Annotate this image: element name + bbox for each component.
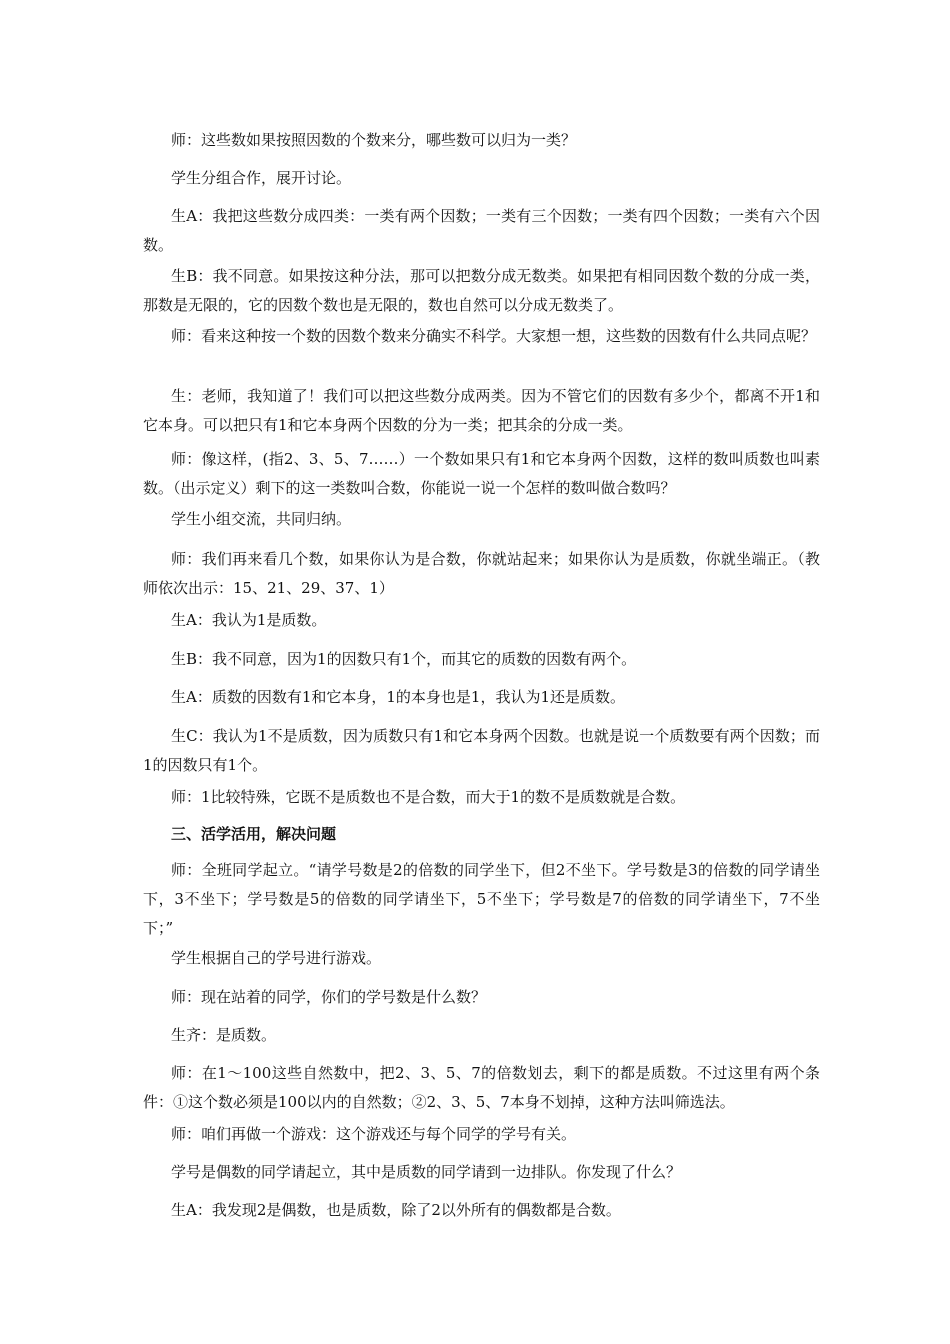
- paragraph: 生A：我发现2是偶数，也是质数，除了2以外所有的偶数都是合数。: [171, 1201, 621, 1219]
- paragraph: 师：像这样，(指2、3、5、7……）一个数如果只有1和它本身两个因数，这样的数叫质数也叫素数。（出示定义）剩下的这一类数叫合数，你能说一说一个怎样的数叫做合数吗？: [143, 450, 820, 497]
- paragraph: 师：现在站着的同学，你们的学号数是什么数？: [171, 988, 487, 1006]
- paragraph: 学生分组合作，展开讨论。: [171, 169, 352, 187]
- paragraph: 生B：我不同意。如果按这种分法，那可以把数分成无数类。如果把有相同因数个数的分成一类，那数是无限的，它的因数个数也是无限的，数也自然可以分成无数类了。: [143, 267, 820, 314]
- paragraph: 师：这些数如果按照因数的个数来分，哪些数可以归为一类？: [171, 131, 577, 149]
- paragraph: 生A：我认为1是质数。: [171, 611, 327, 629]
- paragraph: 生A：质数的因数有1和它本身，1的本身也是1，我认为1还是质数。: [171, 688, 626, 706]
- paragraph: 生C：我认为1不是质数，因为质数只有1和它本身两个因数。也就是说一个质数要有两个因数；而1的因数只有1个。: [143, 727, 820, 774]
- paragraph: 师：我们再来看几个数，如果你认为是合数，你就站起来；如果你认为是质数，你就坐端正。（教师依次出示：15、21、29、37、1）: [143, 550, 820, 597]
- paragraph: 学号是偶数的同学请起立，其中是质数的同学请到一边排队。你发现了什么？: [171, 1163, 682, 1181]
- paragraph: 生：老师，我知道了！我们可以把这些数分成两类。因为不管它们的因数有多少个，都离不开1和它本身。可以把只有1和它本身两个因数的分为一类；把其余的分成一类。: [143, 387, 820, 434]
- paragraph: 师：在1～100这些自然数中，把2、3、5、7的倍数划去，剩下的都是质数。不过这里有两个条件：①这个数必须是100以内的自然数；②2、3、5、7本身不划掉，这种方法叫筛选法。: [143, 1064, 820, 1111]
- paragraph: 师：1比较特殊，它既不是质数也不是合数，而大于1的数不是质数就是合数。: [171, 788, 686, 806]
- paragraph: 生B：我不同意，因为1的因数只有1个，而其它的质数的因数有两个。: [171, 650, 637, 668]
- paragraph: 师：咱们再做一个游戏：这个游戏还与每个同学的学号有关。: [171, 1125, 577, 1143]
- paragraph: 学生根据自己的学号进行游戏。: [171, 949, 382, 967]
- paragraph: 生齐：是质数。: [171, 1026, 277, 1044]
- paragraph: 学生小组交流，共同归纳。: [171, 510, 352, 528]
- paragraph: 生A：我把这些数分成四类：一类有两个因数；一类有三个因数；一类有四个因数；一类有六个因数。: [143, 207, 820, 254]
- paragraph: 师：看来这种按一个数的因数个数来分确实不科学。大家想一想，这些数的因数有什么共同点呢？: [171, 327, 817, 345]
- paragraph: 师：全班同学起立。“请学号数是2的倍数的同学坐下，但2不坐下。学号数是3的倍数的同学请坐下，3不坐下；学号数是5的倍数的同学请坐下，5不坐下；学号数是7的倍数的同学请坐下，7不坐下；”: [143, 861, 820, 937]
- section-heading: 三、活学活用，解决问题: [171, 825, 337, 843]
